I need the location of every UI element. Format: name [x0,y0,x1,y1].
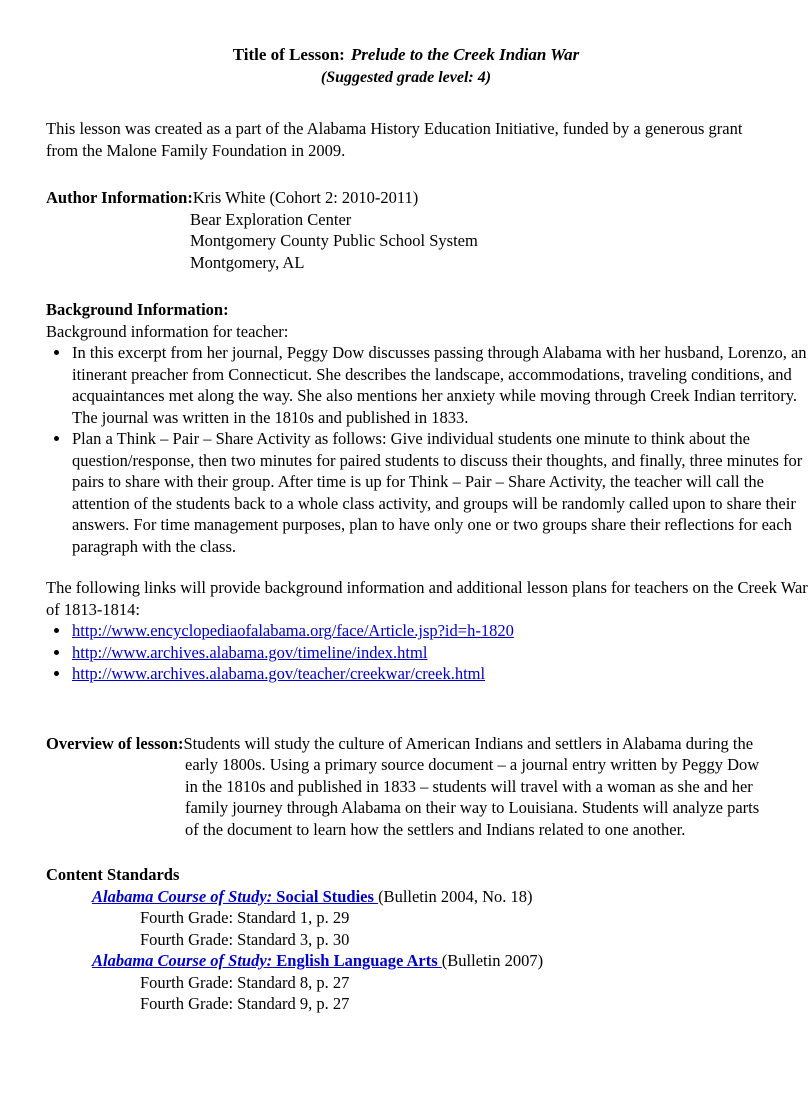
course-of-study-italic-part: Alabama Course of Study: [92,951,273,970]
author-district: Montgomery County Public School System [190,231,478,250]
page-title [0,44,812,66]
link-alabama-course-of-study-english-language-arts[interactable] [92,951,442,970]
content-standards-heading: Content Standards [46,865,180,884]
background-bullet-list [0,342,812,557]
overview-of-lesson-block [46,733,766,841]
course-of-study-italic-part: Alabama Course of Study: [92,886,273,906]
author-name: Kris White (Cohort 2: 2010-2011) [192,188,419,207]
background-subheading: Background information for teacher: [46,321,289,341]
standard-line: Fourth Grade: Standard 3, p. 30 [140,929,350,949]
link-encyclopedia-of-alabama[interactable]: http://www.encyclopediaofalabama.org/face/Article.jsp?id=h-1820 [72,621,514,640]
title-label: Title of Lesson: [232,45,345,64]
link-alabama-archives-timeline[interactable]: http://www.archives.alabama.gov/timeline/index.html [72,642,428,662]
intro-paragraph: This lesson was created as a part of the Alabama History Education Initiative, funded by a generous grant from the Malone Family Foundation in 2009. [46,119,743,160]
standard-line: Fourth Grade: Standard 9, p. 27 [140,994,350,1013]
author-information-block [46,187,766,273]
lesson-plan-document [0,44,812,1097]
list-item [46,663,812,685]
course-of-study-subject: English Language Arts [272,951,442,970]
author-organization: Bear Exploration Center [190,209,352,229]
link-alabama-course-of-study-social-studies[interactable] [92,887,378,906]
bulletin-reference: (Bulletin 2004, No. 18) [378,886,533,906]
overview-text: Students will study the culture of American Indians and settlers in Alabama during the early 1800s. Using a primary source document – a journal entry written by Peggy Dow in the 1810s and published in 1833 – students will travel with a woman as she and her family journey through Alabama on their way to Louisiana. Students will analyze parts of the document to learn how the settlers and Indians related to one another. [183,733,760,839]
suggested-grade-level: (Suggested grade level: 4) [320,69,492,86]
standard-line: Fourth Grade: Standard 1, p. 29 [140,908,350,927]
links-intro-paragraph: The following links will provide background information and additional lesson plans for teachers on the Creek War of 1813-1814: [46,578,808,619]
title-lesson-name: Prelude to the Creek Indian War [350,45,580,64]
standard-line: Fourth Grade: Standard 8, p. 27 [140,972,350,992]
course-of-study-subject: Social Studies [272,886,379,906]
content-standard-entry-english-language-arts [92,950,812,972]
bulletin-reference: (Bulletin 2007) [441,951,544,970]
background-information-heading: Background Information: [46,300,229,319]
author-location: Montgomery, AL [190,252,305,272]
author-information-label: Author Information: [46,188,193,207]
list-item: Plan a Think – Pair – Share Activity as follows: Give individual students one minute to think about the question/response, then two minutes for paired students to discuss their thoughts, and finally, three minutes for pairs to share with their group. After time is up for Think – Pair – Share Activity, the teacher will call the attention of the students back to a whole class activity, and groups will be randomly called upon to share their answers. For time management purposes, plan to have only one or two groups share their reflections for each paragraph with the class. [46,428,812,557]
list-item [46,642,812,664]
list-item [46,620,812,642]
list-item: In this excerpt from her journal, Peggy Dow discusses passing through Alabama with her husband, Lorenzo, an itinerant preacher from Connecticut. She describes the landscape, accommodations, traveling conditions, and acquaintances met along the way. She also mentions her anxiety while moving through Creek Indian territory. The journal was written in the 1810s and published in 1833. [46,342,812,428]
document-title-block [0,44,812,88]
link-alabama-archives-creekwar[interactable]: http://www.archives.alabama.gov/teacher/creekwar/creek.html [72,664,486,683]
overview-label: Overview of lesson: [46,733,184,753]
background-links-list [0,620,812,685]
content-standard-entry-social-studies [92,886,812,908]
